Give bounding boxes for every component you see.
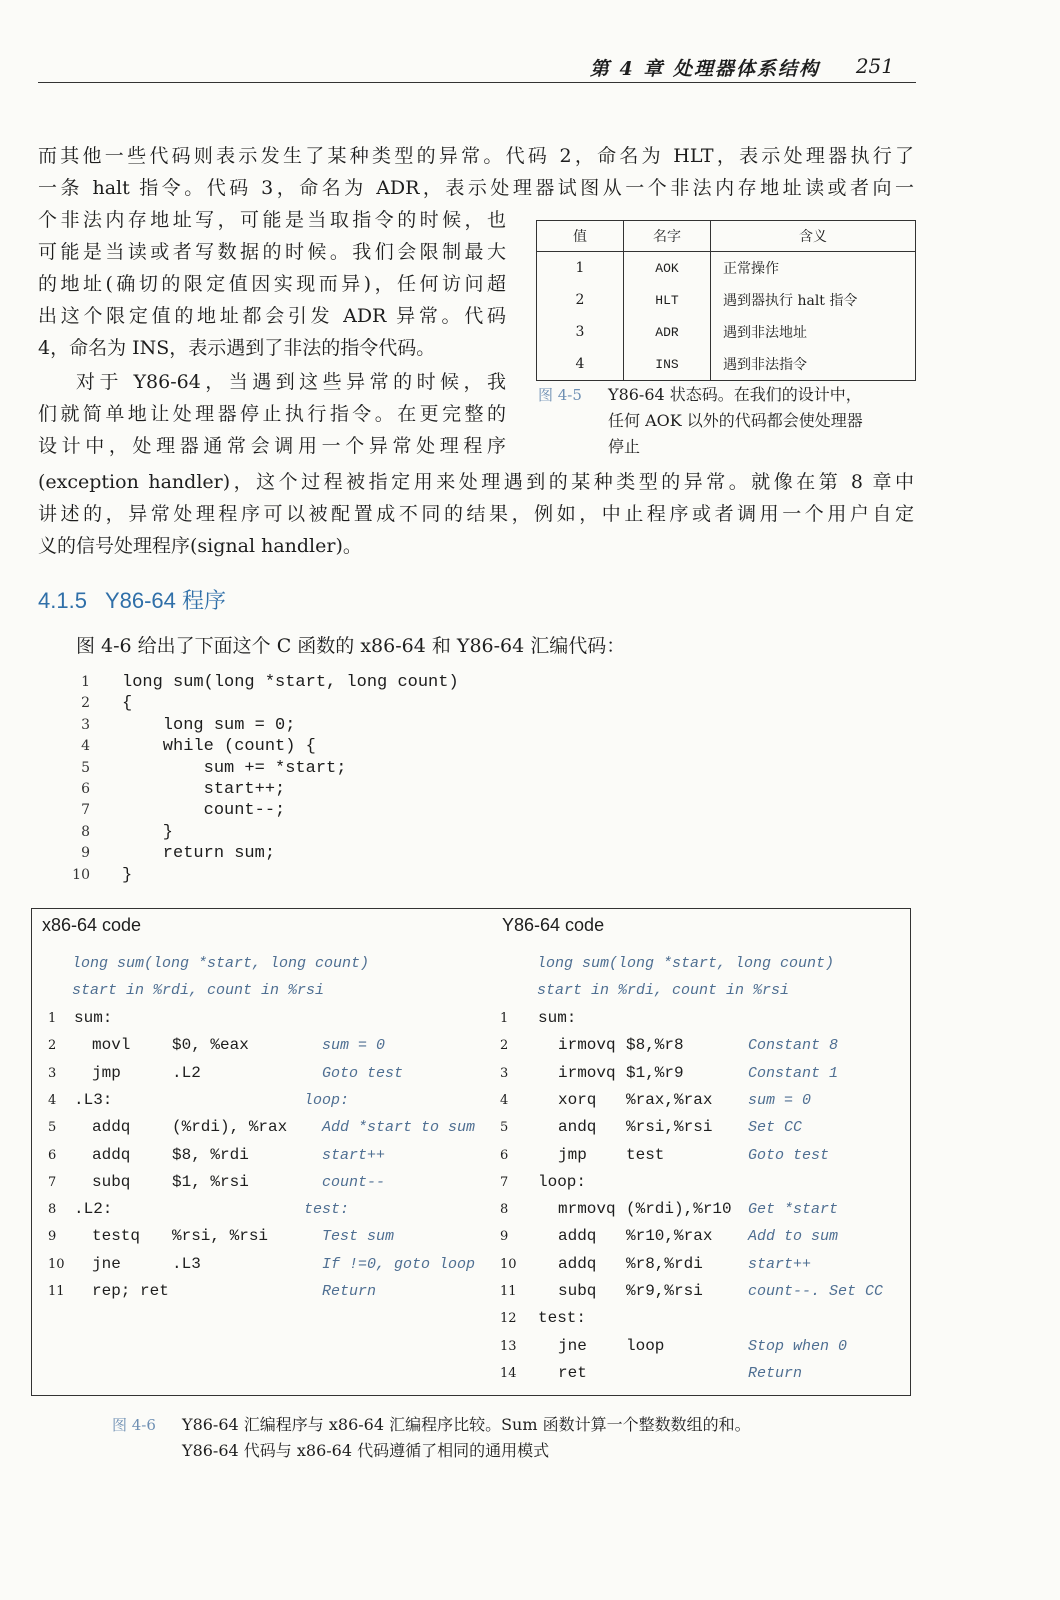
- table-cell: 4: [537, 348, 624, 381]
- code-comment: sum = 0: [748, 1091, 812, 1109]
- section-title: Y86-64 程序: [104, 588, 226, 613]
- code-line: 10 }: [72, 865, 133, 885]
- code-comment: count--: [322, 1173, 386, 1191]
- paragraph-line: 而其他一些代码则表示发生了某种类型的异常。代码 2，命名为 HLT，表示处理器执行了: [38, 145, 914, 167]
- caption-line: Y86-64 汇编程序与 x86-64 汇编程序比较。Sum 函数计算一个整数数组的和。: [182, 1415, 751, 1434]
- operands: $1,%r9: [626, 1063, 684, 1082]
- code-line: 5 sum += *start;: [81, 758, 347, 778]
- operands: .L2: [172, 1063, 201, 1082]
- instruction: addq: [558, 1227, 597, 1246]
- code-text: }: [122, 822, 174, 842]
- section-number: 4.1.5: [38, 588, 87, 613]
- code-comment: count--. Set CC: [748, 1283, 884, 1300]
- line-number: 1: [48, 1011, 57, 1026]
- code-comment: Constant 1: [748, 1064, 839, 1082]
- operands: $0, %eax: [172, 1036, 249, 1055]
- code-comment: test:: [304, 1201, 350, 1219]
- operands: $1, %rsi: [172, 1172, 249, 1191]
- table-cell: 正常操作: [723, 261, 779, 277]
- code-text: {: [122, 694, 133, 714]
- instruction: jne: [558, 1336, 587, 1355]
- line-number: 3: [500, 1065, 509, 1081]
- running-header: [38, 50, 916, 83]
- instruction: addq: [92, 1145, 131, 1164]
- code-text: long sum = 0;: [122, 715, 296, 735]
- paragraph-line: 对于 Y86-64，当遇到这些异常的时候，我: [76, 371, 506, 393]
- instruction: addq: [558, 1254, 597, 1273]
- code-comment: sum = 0: [322, 1037, 386, 1055]
- code-text: return sum;: [122, 844, 276, 864]
- instruction: jmp: [558, 1145, 587, 1164]
- caption-line: Y86-64 状态码。在我们的设计中，: [608, 385, 862, 404]
- line-number: 5: [500, 1120, 509, 1136]
- code-comment: Test sum: [322, 1228, 395, 1246]
- instruction: subq: [558, 1282, 597, 1300]
- assembly-comparison-box: [31, 908, 911, 1396]
- column-header: 含义: [711, 221, 916, 252]
- table-cell: AOK: [624, 252, 711, 285]
- line-number: 14: [500, 1365, 517, 1381]
- table-row: [537, 348, 916, 381]
- table-cell: INS: [624, 348, 711, 381]
- figure-4-5-caption: [608, 382, 916, 460]
- code-line: 3 long sum = 0;: [81, 715, 296, 735]
- line-number: 4: [48, 1092, 57, 1108]
- x86-prototype: long sum(long *start, long count): [72, 955, 370, 972]
- instruction: rep; ret: [92, 1282, 169, 1300]
- paragraph-line: (exception handler)，这个过程被指定用来处理遇到的某种类型的异常。就像在第 8 章中: [38, 471, 914, 493]
- line-number: 10: [48, 1256, 65, 1272]
- instruction: movl: [92, 1036, 131, 1055]
- y86-register-note: start in %rdi, count in %rsi: [537, 982, 790, 999]
- operands: %r10,%rax: [626, 1227, 713, 1246]
- paragraph-line: 们就简单地让处理器停止执行指令。在更完整的: [38, 403, 506, 425]
- line-number: 7: [500, 1174, 509, 1190]
- paragraph-line: 一条 halt 指令。代码 3，命名为 ADR，表示处理器试图从一个非法内存地址读或者向一: [38, 177, 914, 199]
- operands: loop: [626, 1336, 665, 1355]
- code-comment: start++: [748, 1255, 812, 1273]
- code-text: long sum(long *start, long count): [122, 673, 459, 692]
- code-line: 2 {: [81, 694, 133, 714]
- line-number: 9: [48, 1229, 57, 1245]
- status-code-table: [536, 220, 916, 381]
- paragraph-line: 讲述的，异常处理程序可以被配置成不同的结果，例如，中止程序或者调用一个用户自定: [38, 503, 914, 525]
- code-text: start++;: [122, 779, 286, 799]
- operands: %rsi,%rsi: [626, 1118, 713, 1137]
- figure-4-6-caption-label: [112, 1412, 156, 1438]
- paragraph-line: 4，命名为 INS，表示遇到了非法的指令代码。: [38, 337, 436, 359]
- paragraph-line: 设计中，处理器通常会调用一个异常处理程序: [38, 435, 506, 457]
- code-line: 7 count--;: [81, 801, 286, 821]
- operands: (%rdi), %rax: [172, 1118, 288, 1137]
- operands: %rsi, %rsi: [172, 1227, 269, 1246]
- code-comment: Stop when 0: [748, 1337, 848, 1355]
- code-text: sum += *start;: [122, 758, 347, 778]
- operands: (%rdi),%r10: [626, 1200, 732, 1219]
- table-cell: 遇到器执行 halt 指令: [723, 293, 858, 309]
- instruction: irmovq: [558, 1063, 616, 1082]
- table-cell: 遇到非法地址: [723, 325, 807, 341]
- operands: %rax,%rax: [626, 1090, 713, 1109]
- paragraph-line: 义的信号处理程序(signal handler)。: [38, 535, 362, 557]
- code-label: test:: [538, 1309, 587, 1328]
- instruction: andq: [558, 1118, 597, 1137]
- line-number: 13: [500, 1338, 517, 1354]
- instruction: addq: [92, 1118, 131, 1137]
- table-cell: 遇到非法指令: [723, 357, 807, 373]
- line-number: 2: [48, 1038, 57, 1054]
- line-number: 4: [500, 1092, 509, 1108]
- y86-prototype: long sum(long *start, long count): [537, 955, 835, 972]
- paragraph-line: 可能是当读或者写数据的时候。我们会限制最大: [38, 241, 506, 263]
- section-heading: [38, 584, 244, 615]
- operands: %r8,%rdi: [626, 1254, 703, 1273]
- table-row: [537, 252, 916, 285]
- code-label: sum:: [74, 1009, 113, 1027]
- intro-text: 图 4-6 给出了下面这个 C 函数的 x86-64 和 Y86-64 汇编代码：: [76, 635, 626, 657]
- code-comment: Add to sum: [748, 1228, 839, 1246]
- code-comment: If !=0, goto loop: [322, 1255, 476, 1273]
- caption-line: 停止: [608, 437, 641, 456]
- instruction: ret: [558, 1363, 587, 1382]
- table-cell: 2: [537, 284, 624, 316]
- line-number: 8: [48, 1202, 57, 1218]
- c-code-listing: [72, 672, 459, 886]
- code-comment: Set CC: [748, 1119, 803, 1137]
- table-row: [537, 316, 916, 348]
- instruction: subq: [92, 1172, 131, 1191]
- line-number: 3: [48, 1065, 57, 1081]
- code-comment: loop:: [304, 1091, 350, 1109]
- code-text: count--;: [122, 801, 286, 821]
- code-label: loop:: [538, 1172, 587, 1191]
- code-label: .L3:: [74, 1090, 113, 1109]
- table-cell: HLT: [624, 284, 711, 316]
- line-number: 11: [48, 1284, 65, 1299]
- figure-4-5-caption-label: [538, 382, 582, 408]
- table-cell: ADR: [624, 316, 711, 348]
- code-line: 8 }: [81, 822, 174, 842]
- line-number: 11: [500, 1284, 517, 1299]
- figure-label: 图 4-6: [112, 1416, 156, 1434]
- caption-line: 任何 AOK 以外的代码都会使处理器: [608, 411, 863, 430]
- figure-4-6-caption: [182, 1412, 922, 1464]
- code-line: 6 start++;: [81, 779, 286, 799]
- operands: $8,%r8: [626, 1036, 684, 1055]
- code-comment: Return: [748, 1364, 803, 1382]
- line-number: 6: [500, 1147, 509, 1163]
- chapter-title: 第 4 章 处理器体系结构: [589, 58, 820, 80]
- line-number: 1: [500, 1011, 509, 1026]
- line-number: 2: [500, 1038, 509, 1054]
- code-comment: Add *start to sum: [322, 1119, 476, 1137]
- operands: .L3: [172, 1254, 201, 1273]
- code-text: }: [122, 865, 133, 885]
- line-number: 5: [48, 1120, 57, 1136]
- paragraph-line: 个非法内存地址写，可能是当取指令的时候，也: [38, 209, 506, 231]
- paragraph-line: 的地址(确切的限定值因实现而异)，任何访问超: [38, 273, 506, 295]
- code-line: 1 long sum(long *start, long count): [81, 673, 459, 692]
- line-number: 8: [500, 1202, 509, 1218]
- code-line: 4 while (count) {: [81, 737, 316, 757]
- code-comment: Goto test: [322, 1064, 404, 1082]
- table-cell: 1: [537, 252, 624, 285]
- operands: %r9,%rsi: [626, 1282, 703, 1300]
- instruction: jmp: [92, 1063, 121, 1082]
- line-number: 12: [500, 1311, 517, 1327]
- code-label: .L2:: [74, 1200, 113, 1219]
- table-row: [537, 284, 916, 316]
- x86-code-title: x86-64 code: [42, 915, 142, 935]
- line-number: 6: [48, 1147, 57, 1163]
- paragraph-line: 出这个限定值的地址都会引发 ADR 异常。代码: [38, 305, 506, 327]
- instruction: mrmovq: [558, 1200, 616, 1219]
- code-comment: Return: [322, 1283, 377, 1300]
- column-header: 名字: [624, 221, 711, 252]
- code-comment: Get *start: [748, 1201, 839, 1219]
- instruction: xorq: [558, 1090, 597, 1109]
- column-header: 值: [537, 221, 624, 252]
- code-line: 9 return sum;: [81, 844, 276, 864]
- instruction: jne: [92, 1254, 121, 1273]
- code-label: sum:: [538, 1009, 577, 1027]
- code-comment: Goto test: [748, 1146, 830, 1164]
- instruction: testq: [92, 1227, 141, 1246]
- page-number: 251: [855, 54, 894, 78]
- x86-register-note: start in %rdi, count in %rsi: [72, 982, 325, 999]
- line-number: 7: [48, 1174, 57, 1190]
- line-number: 10: [500, 1256, 517, 1272]
- code-text: while (count) {: [122, 737, 316, 757]
- instruction: irmovq: [558, 1036, 616, 1055]
- table-header-row: [537, 221, 916, 252]
- line-number: 9: [500, 1229, 509, 1245]
- y86-code-title: Y86-64 code: [502, 915, 605, 935]
- operands: test: [626, 1145, 665, 1164]
- code-comment: Constant 8: [748, 1037, 839, 1055]
- code-comment: start++: [322, 1146, 386, 1164]
- table-cell: 3: [537, 316, 624, 348]
- operands: $8, %rdi: [172, 1145, 249, 1164]
- figure-label: 图 4-5: [538, 386, 582, 404]
- caption-line: Y86-64 代码与 x86-64 代码遵循了相同的通用模式: [182, 1441, 550, 1460]
